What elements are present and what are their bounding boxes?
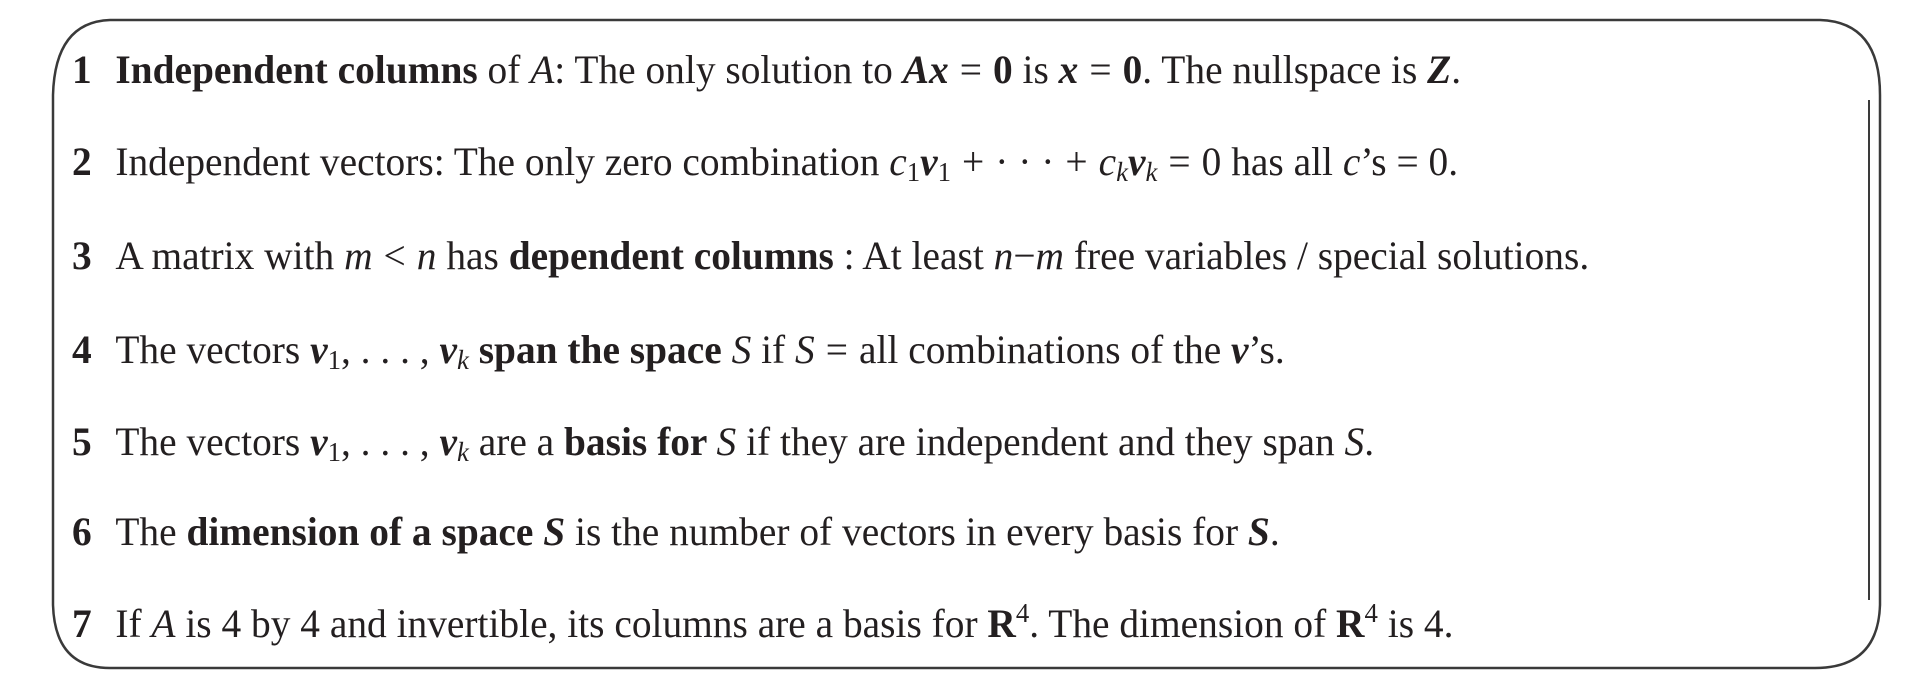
- statement-6: 6 The dimension of a space S is the number of vectors in every basis for S.: [72, 509, 1280, 554]
- item-number: 1: [72, 47, 92, 92]
- item-number: 5: [72, 419, 92, 464]
- statement-3: 3 A matrix with m < n has dependent columns : At least n−m free variables / special solutions.: [72, 233, 1590, 278]
- item-number: 7: [72, 601, 92, 646]
- item-number: 2: [72, 139, 92, 184]
- item-number: 3: [72, 233, 92, 278]
- statement-5: 5 The vectors $v_1$, . . . , $v_k$ are a basis for S if they are independent and they span S.: [72, 419, 1375, 467]
- statement-7: 7 If A is 4 by 4 and invertible, its columns are a basis for $R^4$. The dimension of $R^4$ is 4.: [72, 598, 1454, 646]
- statement-1: 1 Independent columns of A: The only solution to Ax = 0 is x = 0. The nullspace is Z.: [72, 47, 1462, 92]
- statement-4: 4 The vectors $v_1$, . . . , $v_k$ span the space S if S = all combinations of the v’s.: [72, 327, 1285, 375]
- item-number: 6: [72, 509, 92, 554]
- statement-2: 2 Independent vectors: The only zero combination $c_1v_1$ + · · · + $c_kv_k = 0$ has all c’s = 0.: [72, 139, 1459, 187]
- item-number: 4: [72, 327, 92, 372]
